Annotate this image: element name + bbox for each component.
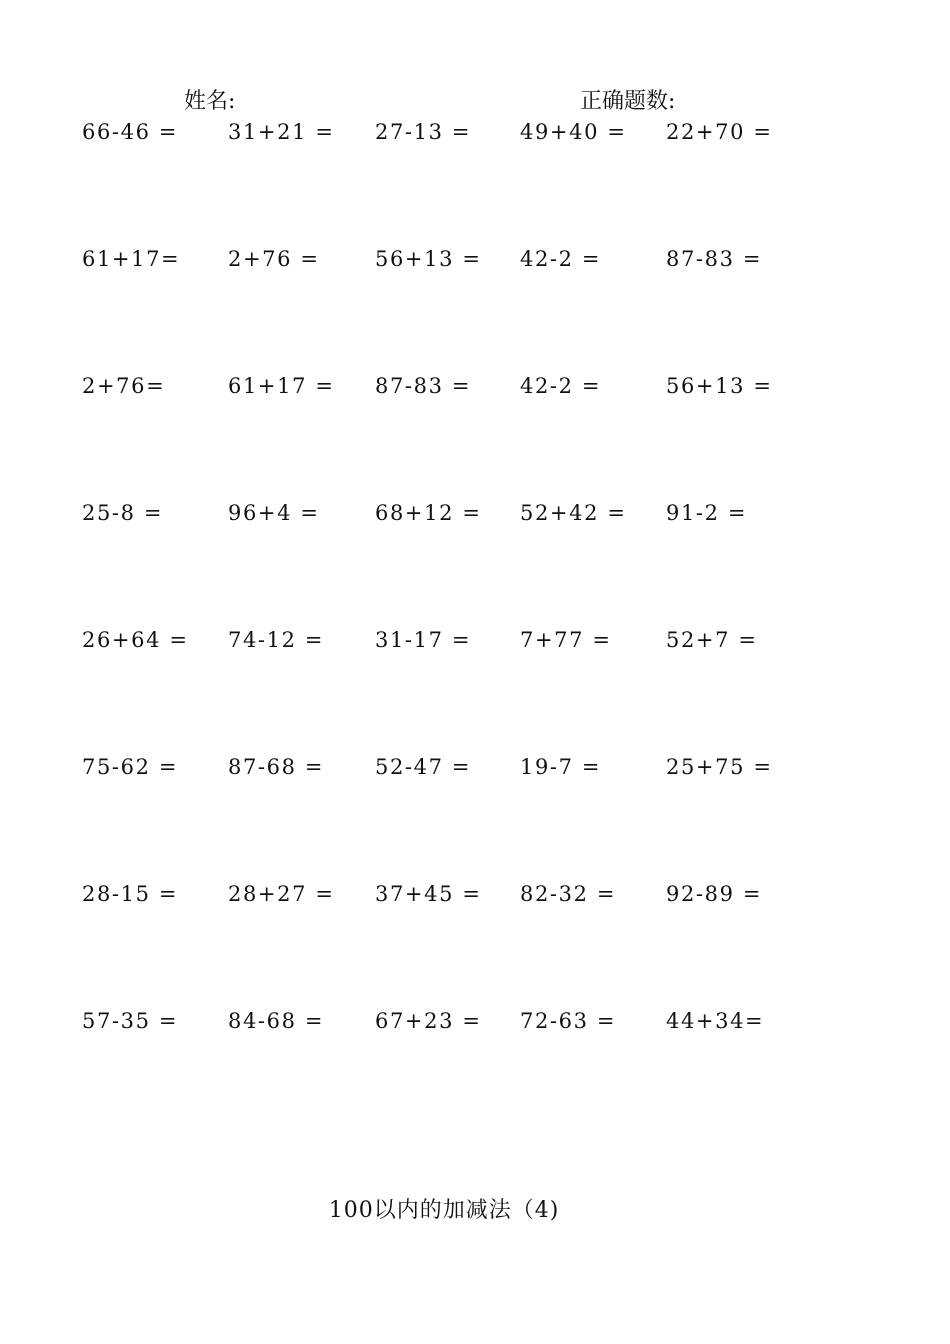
problem-item: 92-89 = — [666, 882, 763, 906]
problem-item: 28-15 = — [82, 882, 179, 906]
problem-item: 52-47 = — [375, 755, 472, 779]
problem-item: 91-2 = — [666, 501, 748, 525]
problem-item: 61+17 = — [228, 374, 335, 398]
problem-item: 2+76 = — [228, 247, 320, 271]
problem-item: 56+13 = — [375, 247, 482, 271]
problem-item: 31+21 = — [228, 120, 335, 144]
problem-item: 19-7 = — [520, 755, 602, 779]
problem-row — [82, 753, 842, 781]
problem-item: 2+76= — [82, 374, 166, 398]
problem-item: 56+13 = — [666, 374, 773, 398]
correct-count-label: 正确题数: — [580, 89, 676, 114]
problem-item: 72-63 = — [520, 1009, 617, 1033]
problem-item: 22+70 = — [666, 120, 773, 144]
problem-row — [82, 118, 842, 146]
worksheet-title: 100以内的加减法（4) — [328, 1198, 560, 1223]
problem-item: 82-32 = — [520, 882, 617, 906]
problem-row — [82, 880, 842, 908]
problem-item: 57-35 = — [82, 1009, 179, 1033]
problem-row — [82, 1007, 842, 1035]
problem-item: 96+4 = — [228, 501, 320, 525]
problem-item: 52+7 = — [666, 628, 758, 652]
problem-item: 87-68 = — [228, 755, 325, 779]
problem-item: 52+42 = — [520, 501, 627, 525]
problem-item: 67+23 = — [375, 1009, 482, 1033]
problem-item: 28+27 = — [228, 882, 335, 906]
problem-row — [82, 245, 842, 273]
problem-item: 42-2 = — [520, 374, 602, 398]
problem-item: 7+77 = — [520, 628, 612, 652]
problem-row — [82, 372, 842, 400]
problem-item: 25-8 = — [82, 501, 164, 525]
problem-item: 74-12 = — [228, 628, 325, 652]
problem-row — [82, 626, 842, 654]
problem-item: 26+64 = — [82, 628, 189, 652]
problem-item: 61+17= — [82, 247, 181, 271]
problem-item: 66-46 = — [82, 120, 179, 144]
problem-item: 37+45 = — [375, 882, 482, 906]
problem-item: 49+40 = — [520, 120, 627, 144]
problem-item: 44+34= — [666, 1009, 765, 1033]
problem-row — [82, 499, 842, 527]
problem-item: 25+75 = — [666, 755, 773, 779]
problem-item: 31-17 = — [375, 628, 472, 652]
problem-item: 27-13 = — [375, 120, 472, 144]
problem-item: 87-83 = — [666, 247, 763, 271]
problem-item: 42-2 = — [520, 247, 602, 271]
problem-item: 84-68 = — [228, 1009, 325, 1033]
problem-item: 68+12 = — [375, 501, 482, 525]
problem-item: 87-83 = — [375, 374, 472, 398]
name-label: 姓名: — [184, 89, 236, 114]
problem-item: 75-62 = — [82, 755, 179, 779]
